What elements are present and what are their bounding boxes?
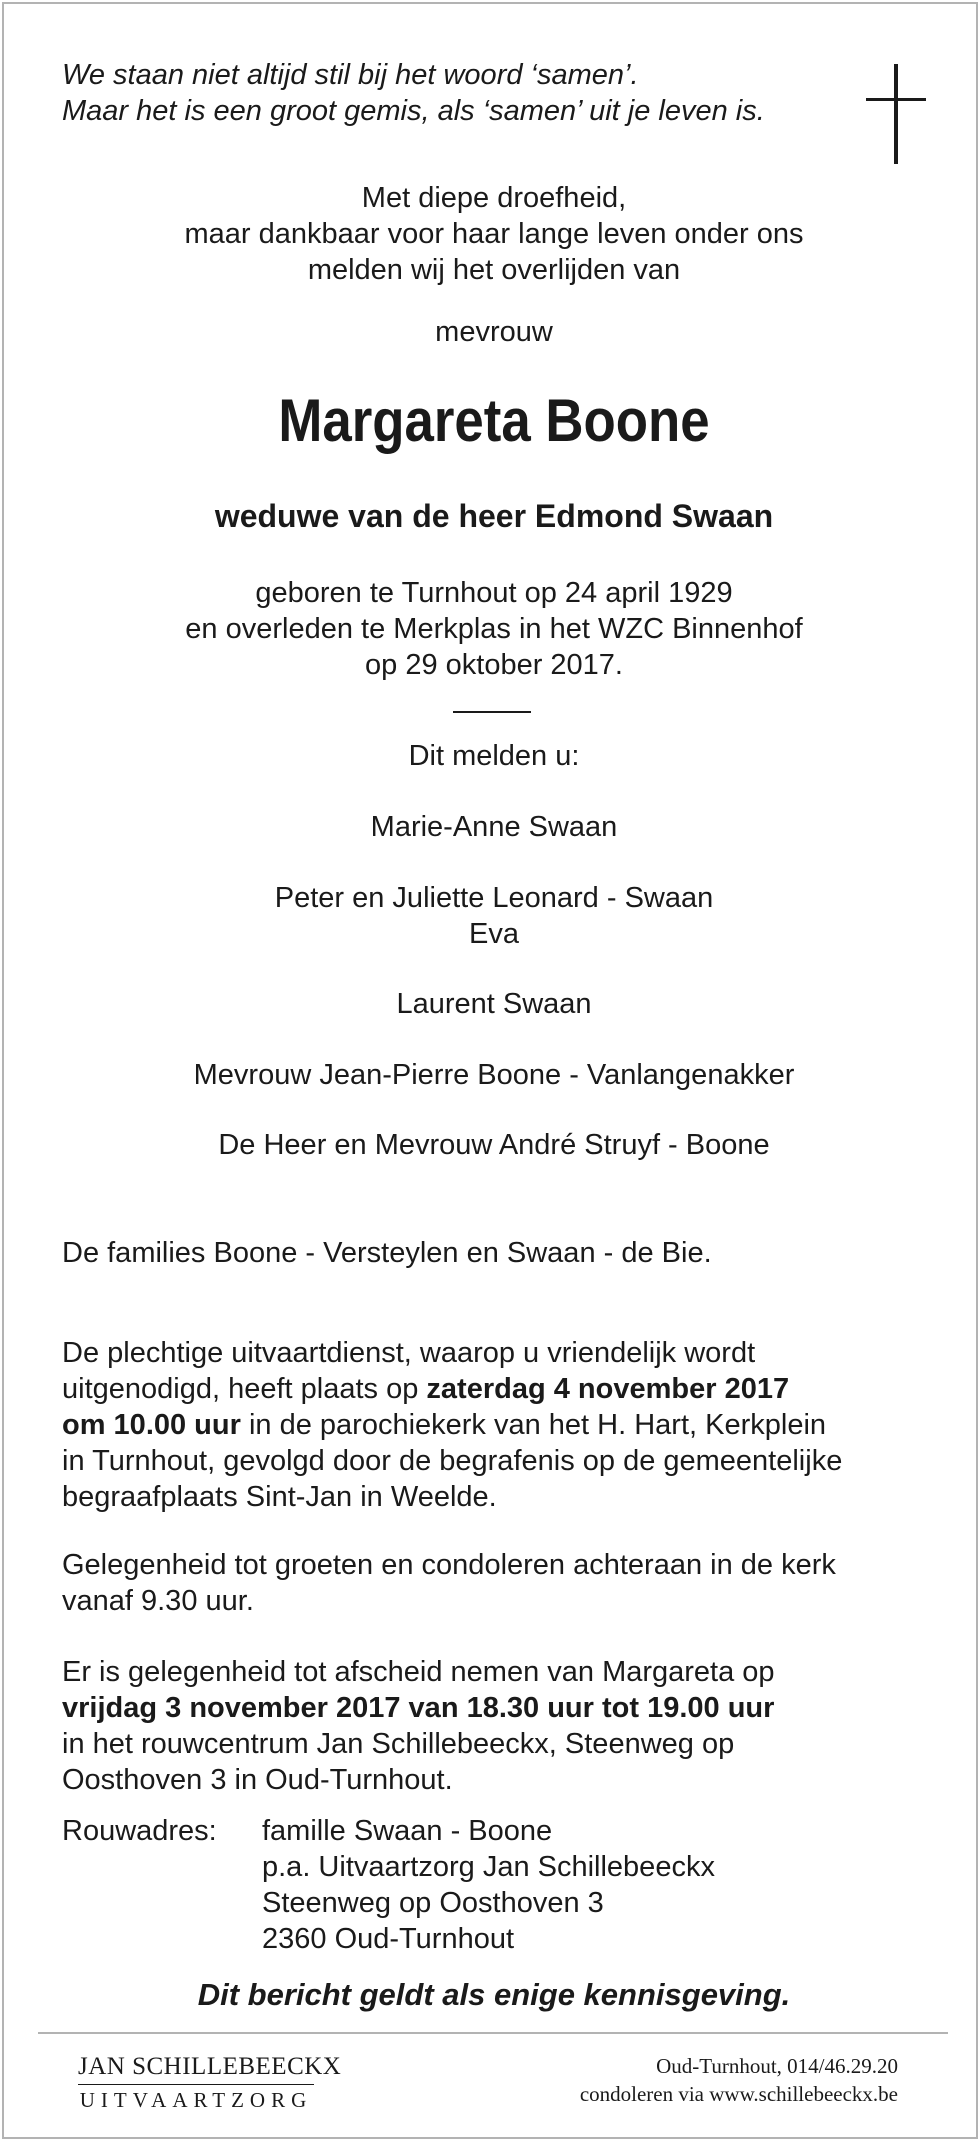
farewell-line-1: Er is gelegenheid tot afscheid nemen van Margareta op	[62, 1656, 775, 1688]
death-place-line: en overleden te Merkplas in het WZC Binnenhof	[185, 613, 803, 645]
logo-subtitle: UITVAARTZORG	[79, 2088, 313, 2112]
logo-underline	[78, 2084, 314, 2085]
service-date: zaterdag 4 november 2017	[426, 1373, 790, 1405]
family-member: Eva	[469, 918, 519, 950]
mourning-address-label: Rouwadres:	[62, 1815, 217, 1847]
farewell-line-4: Oosthoven 3 in Oud-Turnhout.	[62, 1764, 453, 1796]
opening-quote	[62, 57, 765, 129]
quote-line-1: We staan niet altijd stil bij het woord ‘samen’.	[62, 59, 639, 91]
life-dates	[4, 575, 980, 683]
condolences-paragraph	[62, 1547, 836, 1619]
family-group-2	[4, 880, 980, 952]
address-line: 2360 Oud-Turnhout	[262, 1923, 515, 1955]
family-member: Mevrouw Jean-Pierre Boone - Vanlangenakker	[193, 1059, 795, 1091]
family-group-3	[4, 986, 980, 1022]
condolences-line-1: Gelegenheid tot groeten en condoleren achteraan in de kerk	[62, 1549, 836, 1581]
latin-cross-icon	[866, 64, 926, 164]
address-line: famille Swaan - Boone	[262, 1815, 553, 1847]
sole-notice: Dit bericht geldt als enige kennisgeving.	[197, 1977, 791, 2012]
logo-name: JAN SCHILLEBEECKX	[78, 2053, 342, 2080]
farewell-line-3: in het rouwcentrum Jan Schillebeeckx, Steenweg op	[62, 1728, 735, 1760]
quote-line-2: Maar het is een groot gemis, als ‘samen’ uit je leven is.	[62, 95, 765, 127]
family-member: De Heer en Mevrouw André Struyf - Boone	[218, 1129, 770, 1161]
service-line-2: uitgenodigd, heeft plaats op zaterdag 4 november 2017	[62, 1373, 790, 1405]
service-line-4: in Turnhout, gevolgd door de begrafenis op de gemeentelijke	[62, 1445, 843, 1477]
family-group-5	[4, 1127, 980, 1163]
birth-line: geboren te Turnhout op 24 april 1929	[255, 577, 733, 609]
deceased-name: Margareta Boone	[278, 387, 710, 454]
family-member: Laurent Swaan	[396, 988, 592, 1020]
service-line-1: De plechtige uitvaartdienst, waarop u vriendelijk wordt	[62, 1337, 756, 1369]
funeral-home-contact	[580, 2052, 898, 2108]
funeral-home-logo	[78, 2052, 342, 2113]
family-member: Peter en Juliette Leonard - Swaan	[274, 882, 714, 914]
intro-line-1: Met diepe droefheid,	[361, 182, 627, 214]
contact-website: condoleren via www.schillebeeckx.be	[579, 2082, 898, 2106]
farewell-line-2	[62, 1690, 775, 1726]
family-member: Marie-Anne Swaan	[370, 811, 618, 843]
service-line-3: om 10.00 uur in de parochiekerk van het H. Hart, Kerkplein	[62, 1409, 827, 1441]
honorific: mevrouw	[435, 316, 553, 348]
service-time: om 10.00 uur	[62, 1409, 241, 1441]
funeral-service-paragraph	[62, 1335, 842, 1515]
death-date-line: op 29 oktober 2017.	[365, 649, 623, 681]
service-line-5: begraafplaats Sint-Jan in Weelde.	[62, 1481, 497, 1513]
condolences-line-2: vanaf 9.30 uur.	[62, 1585, 254, 1617]
family-group-4	[4, 1057, 980, 1093]
widow-of: weduwe van de heer Edmond Swaan	[214, 498, 774, 534]
announcers-heading: Dit melden u:	[408, 740, 580, 772]
obituary-card	[2, 2, 978, 2139]
farewell-datetime: vrijdag 3 november 2017 van 18.30 uur tot 19.00 uur	[62, 1692, 775, 1724]
intro-line-3: melden wij het overlijden van	[307, 254, 681, 286]
intro-line-2: maar dankbaar voor haar lange leven onder ons	[184, 218, 804, 250]
footer-divider	[38, 2032, 948, 2034]
family-group-1	[4, 809, 980, 845]
mourning-address	[262, 1813, 715, 1957]
address-line: Steenweg op Oosthoven 3	[262, 1887, 604, 1919]
families-line: De families Boone - Versteylen en Swaan - de Bie.	[62, 1237, 712, 1269]
separator-line	[453, 711, 531, 713]
intro-text	[4, 180, 980, 288]
address-line: p.a. Uitvaartzorg Jan Schillebeeckx	[262, 1851, 715, 1883]
farewell-paragraph	[62, 1654, 775, 1798]
contact-phone: Oud-Turnhout, 014/46.29.20	[656, 2054, 898, 2078]
